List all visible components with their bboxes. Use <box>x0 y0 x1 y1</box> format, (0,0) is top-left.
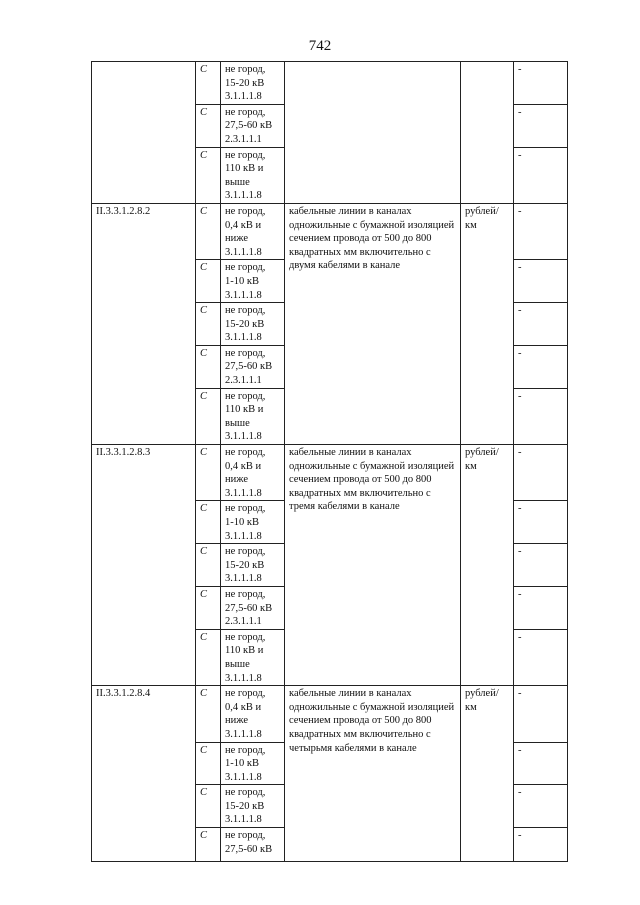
letter-cell: С <box>196 586 221 629</box>
letter-cell: С <box>196 445 221 501</box>
value-cell: - <box>514 147 568 203</box>
letter-cell: С <box>196 303 221 346</box>
condition-cell: не город, 15-20 кВ 3.1.1.1.8 <box>221 544 285 587</box>
condition-cell: не город, 110 кВ и выше 3.1.1.1.8 <box>221 629 285 685</box>
letter-cell: С <box>196 147 221 203</box>
letter-cell: С <box>196 686 221 742</box>
value-cell: - <box>514 742 568 785</box>
code-cell: II.3.3.1.2.8.2 <box>92 203 196 444</box>
tariff-table <box>91 61 568 862</box>
condition-cell: не город, 1-10 кВ 3.1.1.1.8 <box>221 260 285 303</box>
letter-cell: С <box>196 388 221 444</box>
page-number: 742 <box>308 38 332 54</box>
condition-cell: не город, 27,5-60 кВ 2.3.1.1.1 <box>221 345 285 388</box>
letter-cell: С <box>196 203 221 259</box>
value-cell: - <box>514 104 568 147</box>
value-cell: - <box>514 203 568 259</box>
unit-cell: рублей/ км <box>461 686 514 862</box>
condition-cell: не город, 27,5-60 кВ 2.3.1.1.1 <box>221 104 285 147</box>
value-cell: - <box>514 445 568 501</box>
value-cell: - <box>514 303 568 346</box>
letter-cell: С <box>196 742 221 785</box>
value-cell: - <box>514 388 568 444</box>
condition-cell: не город, 15-20 кВ 3.1.1.1.8 <box>221 303 285 346</box>
condition-cell: не город, 27,5-60 кВ <box>221 828 285 862</box>
condition-cell: не город, 110 кВ и выше 3.1.1.1.8 <box>221 388 285 444</box>
letter-cell: С <box>196 62 221 105</box>
value-cell: - <box>514 828 568 862</box>
unit-cell: рублей/ км <box>461 445 514 686</box>
condition-cell: не город, 1-10 кВ 3.1.1.1.8 <box>221 742 285 785</box>
value-cell: - <box>514 501 568 544</box>
letter-cell: С <box>196 629 221 685</box>
unit-cell <box>461 62 514 204</box>
letter-cell: С <box>196 785 221 828</box>
value-cell: - <box>514 260 568 303</box>
condition-cell: не город, 27,5-60 кВ 2.3.1.1.1 <box>221 586 285 629</box>
code-cell: II.3.3.1.2.8.4 <box>92 686 196 862</box>
value-cell: - <box>514 586 568 629</box>
condition-cell: не город, 0,4 кВ и ниже 3.1.1.1.8 <box>221 203 285 259</box>
description-cell <box>285 62 461 204</box>
value-cell: - <box>514 544 568 587</box>
description-cell: кабельные линии в каналах одножильные с бумажной изоляцией сечением провода от 500 до 800 квадратных мм включительно с тремя кабелями в канале <box>285 445 461 686</box>
value-cell: - <box>514 686 568 742</box>
condition-cell: не город, 1-10 кВ 3.1.1.1.8 <box>221 501 285 544</box>
value-cell: - <box>514 629 568 685</box>
condition-cell: не город, 15-20 кВ 3.1.1.1.8 <box>221 62 285 105</box>
condition-cell: не город, 0,4 кВ и ниже 3.1.1.1.8 <box>221 686 285 742</box>
letter-cell: С <box>196 104 221 147</box>
letter-cell: С <box>196 501 221 544</box>
letter-cell: С <box>196 828 221 862</box>
value-cell: - <box>514 345 568 388</box>
letter-cell: С <box>196 260 221 303</box>
condition-cell: не город, 110 кВ и выше 3.1.1.1.8 <box>221 147 285 203</box>
condition-cell: не город, 15-20 кВ 3.1.1.1.8 <box>221 785 285 828</box>
letter-cell: С <box>196 345 221 388</box>
letter-cell: С <box>196 544 221 587</box>
condition-cell: не город, 0,4 кВ и ниже 3.1.1.1.8 <box>221 445 285 501</box>
description-cell: кабельные линии в каналах одножильные с бумажной изоляцией сечением провода от 500 до 800 квадратных мм включительно с четырьмя кабелями в канале <box>285 686 461 862</box>
value-cell: - <box>514 62 568 105</box>
description-cell: кабельные линии в каналах одножильные с бумажной изоляцией сечением провода от 500 до 800 квадратных мм включительно с двумя кабелями в канале <box>285 203 461 444</box>
code-cell: II.3.3.1.2.8.3 <box>92 445 196 686</box>
value-cell: - <box>514 785 568 828</box>
unit-cell: рублей/ км <box>461 203 514 444</box>
code-cell <box>92 62 196 204</box>
